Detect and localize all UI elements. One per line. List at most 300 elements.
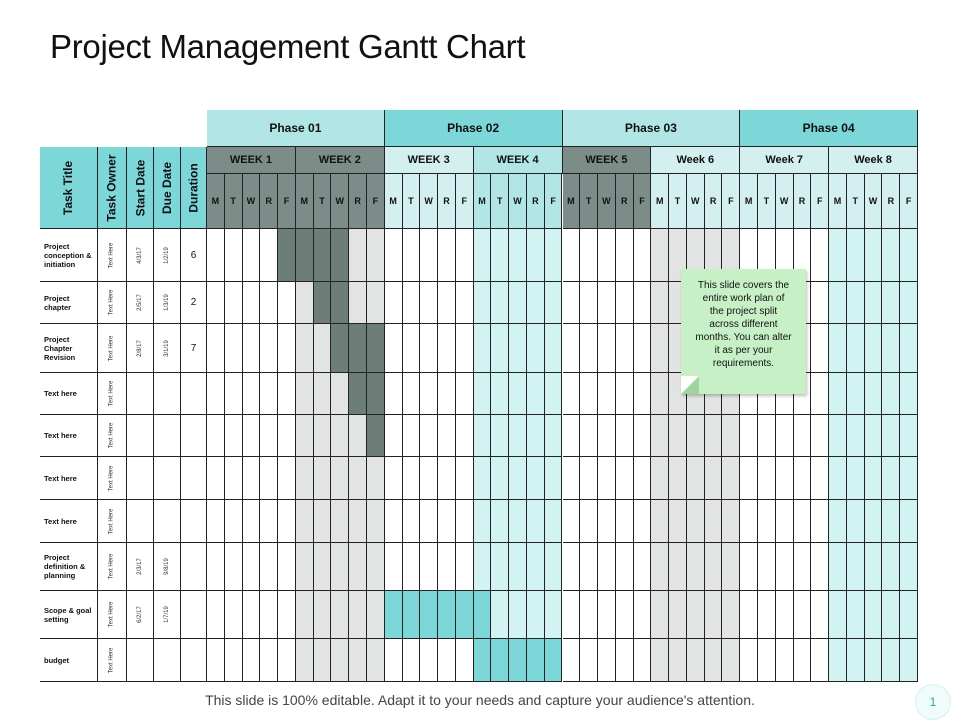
day-cell bbox=[776, 457, 794, 500]
gantt-bar-cell bbox=[331, 229, 349, 282]
day-cell bbox=[491, 500, 509, 543]
gantt-bar-cell bbox=[349, 324, 367, 373]
day-cell bbox=[385, 229, 403, 282]
day-cell bbox=[758, 591, 776, 639]
day-letter: M bbox=[300, 196, 308, 206]
phase-label: Phase 02 bbox=[447, 121, 500, 135]
task-title: Project conception & initiation bbox=[44, 241, 92, 269]
duration-value: 6 bbox=[190, 249, 197, 261]
day-cell bbox=[278, 457, 296, 500]
day-cell bbox=[634, 457, 652, 500]
day-cell bbox=[616, 282, 634, 324]
day-cell bbox=[545, 415, 563, 457]
day-cell bbox=[420, 229, 438, 282]
day-cell bbox=[563, 229, 581, 282]
task-title: Scope & goal setting bbox=[44, 605, 92, 624]
day-cell bbox=[651, 229, 669, 282]
week-label: WEEK 1 bbox=[229, 154, 273, 166]
day-letter: T bbox=[674, 196, 681, 206]
task-owner-cell bbox=[98, 415, 127, 457]
week-header bbox=[296, 147, 385, 174]
day-cell bbox=[651, 324, 669, 373]
day-cell bbox=[616, 415, 634, 457]
day-letter: F bbox=[550, 196, 556, 206]
day-cell bbox=[509, 324, 527, 373]
day-letter: W bbox=[868, 196, 878, 206]
day-cell bbox=[882, 543, 900, 591]
day-cell bbox=[758, 415, 776, 457]
page-number: 1 bbox=[929, 695, 937, 709]
day-cell bbox=[403, 639, 421, 682]
day-cell bbox=[385, 282, 403, 324]
day-cell bbox=[438, 500, 456, 543]
day-header bbox=[794, 174, 812, 229]
day-cell bbox=[545, 229, 563, 282]
gantt-bar-cell bbox=[474, 639, 492, 682]
day-cell bbox=[580, 282, 598, 324]
day-cell bbox=[811, 324, 829, 373]
day-cell bbox=[865, 591, 883, 639]
day-cell bbox=[758, 457, 776, 500]
due-date: 1/2/19 bbox=[163, 246, 170, 264]
day-cell bbox=[527, 500, 545, 543]
due-date-cell bbox=[154, 324, 181, 373]
start-date: 2/5/17 bbox=[136, 294, 143, 311]
day-letter: R bbox=[532, 196, 539, 206]
day-cell bbox=[349, 639, 367, 682]
column-header-duration bbox=[181, 147, 207, 229]
day-cell bbox=[794, 543, 812, 591]
task-title-cell bbox=[40, 543, 98, 591]
day-cell bbox=[385, 639, 403, 682]
day-cell bbox=[811, 282, 829, 324]
day-cell bbox=[900, 543, 918, 591]
start-date-cell bbox=[127, 415, 154, 457]
day-cell bbox=[296, 457, 314, 500]
day-cell bbox=[882, 373, 900, 415]
day-header bbox=[811, 174, 829, 229]
day-cell bbox=[598, 457, 616, 500]
day-cell bbox=[385, 324, 403, 373]
day-header bbox=[634, 174, 652, 229]
day-cell bbox=[260, 415, 278, 457]
day-cell bbox=[776, 500, 794, 543]
day-cell bbox=[580, 543, 598, 591]
gantt-bar-cell bbox=[349, 373, 367, 415]
day-header bbox=[314, 174, 332, 229]
task-owner-cell bbox=[98, 543, 127, 591]
day-cell bbox=[882, 457, 900, 500]
day-header bbox=[438, 174, 456, 229]
day-cell bbox=[847, 324, 865, 373]
duration-cell bbox=[181, 415, 207, 457]
day-cell bbox=[722, 639, 740, 682]
day-cell bbox=[545, 591, 563, 639]
gantt-bar-cell bbox=[474, 591, 492, 639]
day-cell bbox=[651, 639, 669, 682]
day-cell bbox=[545, 543, 563, 591]
day-cell bbox=[207, 639, 225, 682]
day-cell bbox=[296, 324, 314, 373]
day-cell bbox=[296, 543, 314, 591]
day-letter: F bbox=[461, 196, 467, 206]
day-cell bbox=[438, 543, 456, 591]
week-header bbox=[651, 147, 740, 174]
day-header bbox=[491, 174, 509, 229]
day-letter: F bbox=[283, 196, 290, 206]
week-label: WEEK 4 bbox=[496, 154, 539, 166]
day-cell bbox=[278, 591, 296, 639]
day-cell bbox=[705, 591, 723, 639]
day-cell bbox=[420, 415, 438, 457]
day-cell bbox=[491, 591, 509, 639]
day-header bbox=[651, 174, 669, 229]
day-cell bbox=[651, 457, 669, 500]
day-cell bbox=[740, 500, 758, 543]
day-letter: R bbox=[620, 196, 628, 206]
day-header bbox=[225, 174, 243, 229]
day-cell bbox=[243, 543, 261, 591]
day-cell bbox=[331, 373, 349, 415]
start-date: 2/3/17 bbox=[136, 558, 143, 575]
day-cell bbox=[403, 324, 421, 373]
day-cell bbox=[651, 282, 669, 324]
duration-cell bbox=[181, 500, 207, 543]
gantt-bar-cell bbox=[314, 282, 332, 324]
day-cell bbox=[865, 415, 883, 457]
day-cell bbox=[260, 229, 278, 282]
day-cell bbox=[580, 591, 598, 639]
day-cell bbox=[794, 591, 812, 639]
gantt-bar-cell bbox=[385, 591, 403, 639]
day-cell bbox=[385, 457, 403, 500]
task-owner: Text Here bbox=[108, 242, 115, 268]
day-cell bbox=[367, 457, 385, 500]
start-date-cell bbox=[127, 639, 154, 682]
day-cell bbox=[811, 229, 829, 282]
task-owner-cell bbox=[98, 500, 127, 543]
task-owner: Text Here bbox=[108, 508, 115, 534]
day-cell bbox=[438, 373, 456, 415]
day-cell bbox=[225, 639, 243, 682]
gantt-bar-cell bbox=[438, 591, 456, 639]
start-date-cell bbox=[127, 373, 154, 415]
day-letter: T bbox=[230, 196, 236, 206]
start-date-cell bbox=[127, 282, 154, 324]
day-cell bbox=[527, 457, 545, 500]
day-cell bbox=[545, 500, 563, 543]
due-date-cell bbox=[154, 591, 181, 639]
day-cell bbox=[776, 591, 794, 639]
day-letter: T bbox=[497, 196, 503, 206]
day-cell bbox=[794, 457, 812, 500]
day-cell bbox=[260, 639, 278, 682]
duration-cell bbox=[181, 457, 207, 500]
day-cell bbox=[260, 543, 278, 591]
day-cell bbox=[527, 591, 545, 639]
day-cell bbox=[811, 639, 829, 682]
day-cell bbox=[296, 282, 314, 324]
task-owner-cell bbox=[98, 591, 127, 639]
day-cell bbox=[420, 373, 438, 415]
day-cell bbox=[296, 373, 314, 415]
day-cell bbox=[207, 415, 225, 457]
due-date: 1/3/19 bbox=[163, 294, 170, 311]
day-cell bbox=[403, 415, 421, 457]
day-cell bbox=[900, 373, 918, 415]
day-cell bbox=[563, 500, 581, 543]
day-cell bbox=[865, 282, 883, 324]
task-title-cell bbox=[40, 457, 98, 500]
day-cell bbox=[545, 282, 563, 324]
day-cell bbox=[296, 639, 314, 682]
day-cell bbox=[563, 324, 581, 373]
day-cell bbox=[882, 282, 900, 324]
task-title: Project chapter bbox=[44, 293, 72, 312]
task-owner-cell bbox=[98, 324, 127, 373]
day-cell bbox=[829, 500, 847, 543]
day-cell bbox=[527, 415, 545, 457]
day-letter: T bbox=[408, 196, 414, 206]
day-cell bbox=[740, 415, 758, 457]
day-cell bbox=[420, 500, 438, 543]
day-cell bbox=[509, 500, 527, 543]
day-cell bbox=[651, 591, 669, 639]
day-header bbox=[296, 174, 314, 229]
day-cell bbox=[722, 500, 740, 543]
task-title: Text here bbox=[44, 516, 77, 526]
day-header bbox=[509, 174, 527, 229]
task-owner: Text Here bbox=[108, 380, 115, 407]
day-cell bbox=[438, 324, 456, 373]
day-cell bbox=[314, 500, 332, 543]
day-cell bbox=[260, 591, 278, 639]
day-cell bbox=[314, 591, 332, 639]
day-letter: T bbox=[585, 196, 592, 206]
duration-cell bbox=[181, 282, 207, 324]
duration-cell bbox=[181, 229, 207, 282]
day-cell bbox=[669, 591, 687, 639]
day-cell bbox=[882, 500, 900, 543]
column-header-duration-label: Duration bbox=[186, 162, 201, 213]
due-date-cell bbox=[154, 282, 181, 324]
day-cell bbox=[420, 457, 438, 500]
day-cell bbox=[740, 457, 758, 500]
task-owner-cell bbox=[98, 282, 127, 324]
day-header bbox=[474, 174, 492, 229]
task-title: Text here bbox=[44, 389, 77, 398]
day-cell bbox=[847, 229, 865, 282]
day-cell bbox=[474, 229, 492, 282]
day-cell bbox=[616, 457, 634, 500]
day-cell bbox=[865, 229, 883, 282]
duration-cell bbox=[181, 543, 207, 591]
task-title-cell bbox=[40, 639, 98, 682]
day-cell bbox=[207, 591, 225, 639]
day-cell bbox=[829, 591, 847, 639]
day-letter: R bbox=[798, 196, 806, 206]
task-title: Project Chapter Revision bbox=[44, 334, 76, 362]
day-cell bbox=[420, 282, 438, 324]
day-header bbox=[243, 174, 261, 229]
day-header bbox=[385, 174, 403, 229]
task-owner: Text Here bbox=[108, 647, 115, 673]
day-cell bbox=[491, 457, 509, 500]
due-date-cell bbox=[154, 373, 181, 415]
day-cell bbox=[367, 543, 385, 591]
day-header bbox=[705, 174, 723, 229]
day-cell bbox=[331, 543, 349, 591]
phase-label: Phase 01 bbox=[269, 121, 322, 135]
gantt-bar-cell bbox=[314, 229, 332, 282]
day-cell bbox=[545, 457, 563, 500]
week-label: Week 8 bbox=[854, 154, 892, 166]
day-cell bbox=[278, 543, 296, 591]
day-cell bbox=[669, 543, 687, 591]
day-cell bbox=[420, 543, 438, 591]
gantt-bar-cell bbox=[545, 639, 563, 682]
day-cell bbox=[580, 324, 598, 373]
day-cell bbox=[420, 324, 438, 373]
day-cell bbox=[651, 373, 669, 415]
day-cell bbox=[385, 500, 403, 543]
day-cell bbox=[225, 324, 243, 373]
day-cell bbox=[598, 373, 616, 415]
day-cell bbox=[847, 500, 865, 543]
day-cell bbox=[634, 229, 652, 282]
day-cell bbox=[296, 591, 314, 639]
day-letter: R bbox=[709, 196, 717, 206]
week-label: WEEK 3 bbox=[407, 154, 450, 166]
duration-value: 2 bbox=[190, 297, 197, 308]
day-cell bbox=[207, 500, 225, 543]
task-title: budget bbox=[44, 655, 69, 665]
day-cell bbox=[509, 415, 527, 457]
day-cell bbox=[367, 500, 385, 543]
day-cell bbox=[722, 543, 740, 591]
day-header bbox=[776, 174, 794, 229]
day-letter: T bbox=[852, 196, 859, 206]
day-cell bbox=[456, 324, 474, 373]
day-cell bbox=[225, 500, 243, 543]
day-letter: W bbox=[424, 196, 433, 206]
task-title-cell bbox=[40, 373, 98, 415]
day-cell bbox=[705, 457, 723, 500]
day-cell bbox=[331, 591, 349, 639]
week-header bbox=[474, 147, 563, 174]
day-header bbox=[687, 174, 705, 229]
task-title-cell bbox=[40, 229, 98, 282]
day-cell bbox=[598, 543, 616, 591]
day-header bbox=[722, 174, 740, 229]
day-cell bbox=[598, 415, 616, 457]
day-cell bbox=[616, 500, 634, 543]
day-cell bbox=[527, 324, 545, 373]
day-cell bbox=[616, 373, 634, 415]
gantt-bar-cell bbox=[527, 639, 545, 682]
day-cell bbox=[900, 457, 918, 500]
day-cell bbox=[669, 639, 687, 682]
gantt-bar-cell bbox=[367, 324, 385, 373]
day-header bbox=[598, 174, 616, 229]
gantt-bar-cell bbox=[509, 639, 527, 682]
day-header bbox=[456, 174, 474, 229]
task-owner: Text Here bbox=[108, 601, 115, 628]
day-header bbox=[527, 174, 545, 229]
day-cell bbox=[527, 543, 545, 591]
day-cell bbox=[687, 543, 705, 591]
day-cell bbox=[207, 282, 225, 324]
day-letter: W bbox=[602, 196, 611, 206]
due-date: 3/1/19 bbox=[163, 339, 170, 357]
week-header bbox=[829, 147, 918, 174]
day-cell bbox=[847, 457, 865, 500]
week-label: Week 7 bbox=[765, 154, 804, 166]
day-cell bbox=[811, 543, 829, 591]
day-cell bbox=[260, 282, 278, 324]
day-letter: M bbox=[389, 196, 397, 206]
due-date: 9/8/19 bbox=[163, 558, 170, 575]
day-letter: M bbox=[744, 196, 753, 206]
column-header-due-date bbox=[154, 147, 181, 229]
day-letter: T bbox=[319, 196, 325, 206]
day-letter: M bbox=[211, 196, 220, 206]
sticky-note bbox=[681, 269, 806, 394]
day-header bbox=[669, 174, 687, 229]
day-cell bbox=[687, 591, 705, 639]
day-cell bbox=[811, 457, 829, 500]
gantt-bar-cell bbox=[367, 373, 385, 415]
task-owner-cell bbox=[98, 457, 127, 500]
task-title-cell bbox=[40, 324, 98, 373]
day-cell bbox=[634, 639, 652, 682]
day-cell bbox=[811, 415, 829, 457]
day-cell bbox=[527, 229, 545, 282]
day-cell bbox=[509, 591, 527, 639]
day-cell bbox=[865, 324, 883, 373]
day-cell bbox=[758, 543, 776, 591]
day-cell bbox=[314, 639, 332, 682]
day-cell bbox=[651, 415, 669, 457]
column-header-task-title-label: Task Title bbox=[61, 160, 76, 215]
day-cell bbox=[491, 324, 509, 373]
day-cell bbox=[385, 415, 403, 457]
day-cell bbox=[331, 457, 349, 500]
day-cell bbox=[349, 457, 367, 500]
start-date: 2/8/17 bbox=[136, 339, 143, 357]
day-cell bbox=[491, 282, 509, 324]
day-cell bbox=[225, 229, 243, 282]
day-cell bbox=[349, 415, 367, 457]
day-cell bbox=[563, 282, 581, 324]
day-cell bbox=[474, 500, 492, 543]
day-cell bbox=[900, 282, 918, 324]
task-owner-cell bbox=[98, 229, 127, 282]
day-cell bbox=[634, 500, 652, 543]
phase-header bbox=[385, 110, 563, 147]
day-letter: R bbox=[887, 196, 895, 206]
day-cell bbox=[243, 500, 261, 543]
start-date-cell bbox=[127, 229, 154, 282]
day-cell bbox=[847, 415, 865, 457]
gantt-bar-cell bbox=[331, 282, 349, 324]
day-cell bbox=[296, 500, 314, 543]
task-owner: Text Here bbox=[108, 289, 115, 316]
day-cell bbox=[474, 457, 492, 500]
day-header bbox=[900, 174, 918, 229]
task-owner: Text Here bbox=[108, 465, 115, 491]
day-cell bbox=[474, 324, 492, 373]
